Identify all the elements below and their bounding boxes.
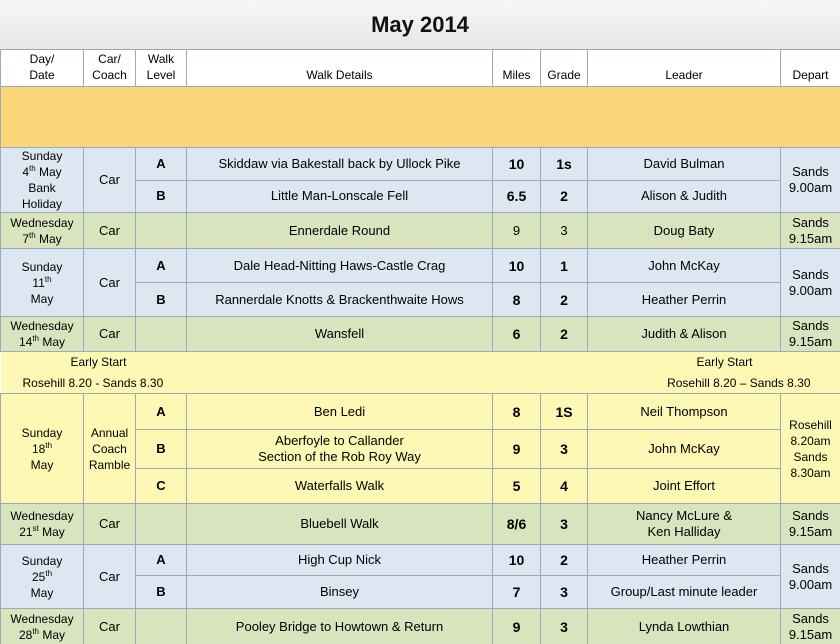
table-row xyxy=(1,317,840,352)
early-start-right xyxy=(493,352,840,394)
miles-cell: 8/6 xyxy=(493,504,541,545)
walk-details-cell: Pooley Bridge to Howtown & Return xyxy=(187,609,493,644)
walk-level-cell: B xyxy=(136,180,187,213)
walk-details-cell: Waterfalls Walk xyxy=(187,469,493,504)
depart-cell: Sands 9.00am xyxy=(781,545,840,609)
transport-cell: Car xyxy=(84,609,136,644)
header-row xyxy=(1,50,840,87)
grade-cell: 2 xyxy=(541,317,588,352)
miles-cell: 5 xyxy=(493,469,541,504)
date-cell: Wednesday 21st May xyxy=(1,504,84,545)
miles-cell: 9 xyxy=(493,609,541,644)
walk-details-cell: Ennerdale Round xyxy=(187,213,493,249)
grade-cell: 1S xyxy=(541,394,588,430)
table-row xyxy=(1,148,840,181)
leader-cell: Neil Thompson xyxy=(588,394,781,430)
leader-cell: Lynda Lowthian xyxy=(588,609,781,644)
header-depart: Depart xyxy=(781,50,840,87)
walk-details-cell: Wansfell xyxy=(187,317,493,352)
table-row xyxy=(1,394,840,430)
walk-level-cell: B xyxy=(136,283,187,317)
transport-cell: Annual Coach Ramble xyxy=(84,394,136,504)
blank-banner-cell xyxy=(1,87,840,148)
miles-cell: 8 xyxy=(493,394,541,430)
walk-level-cell xyxy=(136,504,187,545)
transport-cell: Car xyxy=(84,249,136,317)
miles-cell: 6 xyxy=(493,317,541,352)
walk-level-cell: A xyxy=(136,394,187,430)
walk-level-cell: B xyxy=(136,430,187,469)
grade-cell: 3 xyxy=(541,213,588,249)
leader-cell: Heather Perrin xyxy=(588,283,781,317)
walk-details-cell: High Cup Nick xyxy=(187,545,493,576)
depart-cell: Sands 9.15am xyxy=(781,609,840,644)
grade-cell: 3 xyxy=(541,576,588,609)
walk-level-cell xyxy=(136,317,187,352)
date-cell: Wednesday 28th May xyxy=(1,609,84,644)
table-row xyxy=(1,504,840,545)
miles-cell: 9 xyxy=(493,213,541,249)
walk-details-cell: Rannerdale Knotts & Brackenthwaite Hows xyxy=(187,283,493,317)
date-cell: Sunday 25th May xyxy=(1,545,84,609)
grade-cell: 3 xyxy=(541,504,588,545)
leader-cell: Group/Last minute leader xyxy=(588,576,781,609)
grade-cell: 2 xyxy=(541,545,588,576)
grade-cell: 2 xyxy=(541,180,588,213)
depart-cell: Sands 9.00am xyxy=(781,148,840,213)
table-row xyxy=(1,213,840,249)
grade-cell: 1s xyxy=(541,148,588,181)
date-cell: Wednesday 7th May xyxy=(1,213,84,249)
leader-cell: David Bulman xyxy=(588,148,781,181)
miles-cell: 10 xyxy=(493,545,541,576)
walk-details-cell: Dale Head-Nitting Haws-Castle Crag xyxy=(187,249,493,283)
miles-cell: 7 xyxy=(493,576,541,609)
table-row xyxy=(1,545,840,576)
date-cell: Sunday 11th May xyxy=(1,249,84,317)
header-leader: Leader xyxy=(588,50,781,87)
early-start-left xyxy=(1,352,493,394)
leader-cell: Doug Baty xyxy=(588,213,781,249)
transport-cell: Car xyxy=(84,545,136,609)
early-start-row xyxy=(1,352,840,394)
leader-cell: John McKay xyxy=(588,430,781,469)
early-start-right-title: Early Start xyxy=(696,355,753,369)
grade-cell: 2 xyxy=(541,283,588,317)
grade-cell: 1 xyxy=(541,249,588,283)
table-row xyxy=(1,609,840,644)
header-grade: Grade xyxy=(541,50,588,87)
depart-cell: Sands 9.15am xyxy=(781,317,840,352)
miles-cell: 9 xyxy=(493,430,541,469)
walk-level-cell: A xyxy=(136,148,187,181)
leader-cell: John McKay xyxy=(588,249,781,283)
date-cell: Wednesday 14th May xyxy=(1,317,84,352)
walk-level-cell: B xyxy=(136,576,187,609)
early-start-left-title: Early Start xyxy=(70,355,127,369)
blank-banner-row xyxy=(1,87,840,148)
walk-details-cell: Aberfoyle to Callander Section of the Rob Roy Way xyxy=(187,430,493,469)
walk-level-cell xyxy=(136,213,187,249)
header-walk-level: Walk Level xyxy=(136,50,187,87)
transport-cell: Car xyxy=(84,148,136,213)
leader-cell: Joint Effort xyxy=(588,469,781,504)
walk-details-cell: Binsey xyxy=(187,576,493,609)
depart-cell: Sands 9.15am xyxy=(781,213,840,249)
date-cell: Sunday 18th May xyxy=(1,394,84,504)
header-day-date: Day/ Date xyxy=(1,50,84,87)
walk-details-cell: Bluebell Walk xyxy=(187,504,493,545)
walk-level-cell: A xyxy=(136,249,187,283)
depart-cell: Rosehill 8.20am Sands 8.30am xyxy=(781,394,840,504)
walk-level-cell: C xyxy=(136,469,187,504)
transport-cell: Car xyxy=(84,504,136,545)
early-start-left-times: Rosehill 8.20 - Sands 8.30 xyxy=(22,376,164,390)
transport-cell: Car xyxy=(84,213,136,249)
grade-cell: 4 xyxy=(541,469,588,504)
transport-cell: Car xyxy=(84,317,136,352)
page-title: May 2014 xyxy=(0,0,840,50)
table-row xyxy=(1,249,840,283)
walk-details-cell: Ben Ledi xyxy=(187,394,493,430)
leader-cell: Alison & Judith xyxy=(588,180,781,213)
miles-cell: 6.5 xyxy=(493,180,541,213)
depart-cell: Sands 9.15am xyxy=(781,504,840,545)
leader-cell: Nancy McLure & Ken Halliday xyxy=(588,504,781,545)
depart-cell: Sands 9.00am xyxy=(781,249,840,317)
walk-details-cell: Little Man-Lonscale Fell xyxy=(187,180,493,213)
leader-cell: Judith & Alison xyxy=(588,317,781,352)
header-car-coach: Car/ Coach xyxy=(84,50,136,87)
grade-cell: 3 xyxy=(541,430,588,469)
early-start-right-times: Rosehill 8.20 – Sands 8.30 xyxy=(667,376,811,390)
leader-cell: Heather Perrin xyxy=(588,545,781,576)
miles-cell: 8 xyxy=(493,283,541,317)
grade-cell: 3 xyxy=(541,609,588,644)
walk-schedule-table xyxy=(0,49,840,644)
miles-cell: 10 xyxy=(493,148,541,181)
header-walk-details: Walk Details xyxy=(187,50,493,87)
walk-level-cell xyxy=(136,609,187,644)
walk-details-cell: Skiddaw via Bakestall back by Ullock Pike xyxy=(187,148,493,181)
miles-cell: 10 xyxy=(493,249,541,283)
date-cell: Sunday 4th May Bank Holiday xyxy=(1,148,84,213)
walk-level-cell: A xyxy=(136,545,187,576)
header-miles: Miles xyxy=(493,50,541,87)
